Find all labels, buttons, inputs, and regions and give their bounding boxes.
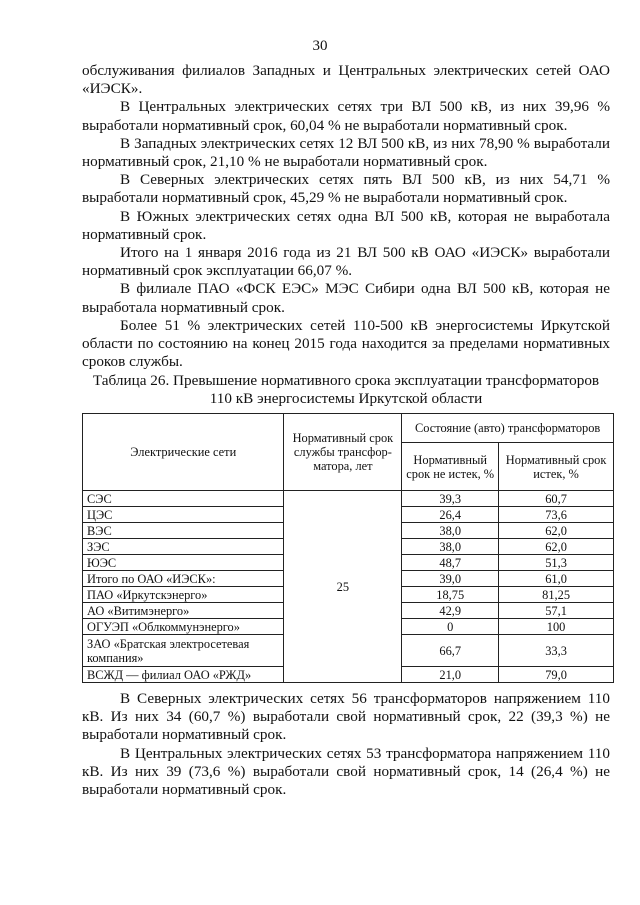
row-expired: 57,1 [499,603,614,619]
row-not-expired: 18,75 [402,587,499,603]
table-caption: Таблица 26. Превышение нормативного срока эксплуатации трансформаторов 110 кВ энергосистемы Иркутской области [92,372,600,407]
table-header-row [83,414,614,443]
paragraph: В Северных электрических сетях пять ВЛ 500 кВ, из них 54,71 % выработали нормативный срок, 45,29 % не выработали нормативный срок. [82,171,610,207]
row-not-expired: 26,4 [402,507,499,523]
row-expired: 73,6 [499,507,614,523]
row-name: СЭС [83,491,284,507]
service-life-value: 25 [284,491,402,683]
header-not-expired: Нормативный срок не истек, % [402,443,499,491]
transformer-table [82,413,614,683]
row-not-expired: 38,0 [402,523,499,539]
row-expired: 51,3 [499,555,614,571]
row-not-expired: 0 [402,619,499,635]
page-number: 30 [312,38,328,54]
body-text-before [82,62,610,371]
paragraph: обслуживания филиалов Западных и Центральных электрических сетей ОАО «ИЭСК». [82,62,610,98]
row-expired: 33,3 [499,635,614,667]
table-row [83,491,614,507]
row-not-expired: 42,9 [402,603,499,619]
header-service-life: Нормативный срок службы трансфор-матора, лет [284,414,402,491]
row-name: АО «Витимэнерго» [83,603,284,619]
row-name: Итого по ОАО «ИЭСК»: [83,571,284,587]
row-expired: 100 [499,619,614,635]
paragraph: Итого на 1 января 2016 года из 21 ВЛ 500 кВ ОАО «ИЭСК» выработали нормативный срок эксплуатации 66,07 %. [82,244,610,280]
header-expired: Нормативный срок истек, % [499,443,614,491]
row-expired: 61,0 [499,571,614,587]
body-text-after [82,690,610,799]
row-not-expired: 66,7 [402,635,499,667]
row-not-expired: 39,3 [402,491,499,507]
header-state: Состояние (авто) трансформаторов [402,414,614,443]
row-expired: 60,7 [499,491,614,507]
paragraph: В Центральных электрических сетях 53 трансформатора напряжением 110 кВ. Из них 39 (73,6 %) выработали свой нормативный срок, 14 (26,4 %) не выработали нормативный срок. [82,744,610,799]
paragraph: В Западных электрических сетях 12 ВЛ 500 кВ, из них 78,90 % выработали нормативный срок, 21,10 % не выработали нормативный срок. [82,134,610,171]
paragraph: Более 51 % электрических сетей 110-500 кВ энергосистемы Иркутской области по состоянию на конец 2015 года находится за пределами нормативных сроков службы. [82,316,610,371]
header-networks: Электрические сети [83,414,284,491]
row-not-expired: 39,0 [402,571,499,587]
row-name: ЗЭС [83,539,284,555]
paragraph: В Северных электрических сетях 56 трансформаторов напряжением 110 кВ. Из них 34 (60,7 %) выработали свой нормативный срок, 22 (39,3 %) не выработали нормативный срок. [82,690,610,744]
row-name: ВСЖД — филиал ОАО «РЖД» [83,667,284,683]
paragraph: В Центральных электрических сетях три ВЛ 500 кВ, из них 39,96 % выработали нормативный срок, 60,04 % не выработали нормативный срок. [82,98,610,134]
row-not-expired: 48,7 [402,555,499,571]
row-name: ЮЭС [83,555,284,571]
paragraph: В Южных электрических сетях одна ВЛ 500 кВ, которая не выработала нормативный срок. [82,207,610,243]
row-name: ЦЭС [83,507,284,523]
row-not-expired: 21,0 [402,667,499,683]
row-not-expired: 38,0 [402,539,499,555]
row-name: ВЭС [83,523,284,539]
row-name: ПАО «Иркутскэнерго» [83,587,284,603]
row-expired: 62,0 [499,539,614,555]
row-expired: 62,0 [499,523,614,539]
row-expired: 81,25 [499,587,614,603]
row-name: ЗАО «Братская электросетевая компания» [83,635,284,667]
paragraph: В филиале ПАО «ФСК ЕЭС» МЭС Сибири одна ВЛ 500 кВ, которая не выработала нормативный срок. [82,280,610,316]
row-name: ОГУЭП «Облкоммунэнерго» [83,619,284,635]
row-expired: 79,0 [499,667,614,683]
